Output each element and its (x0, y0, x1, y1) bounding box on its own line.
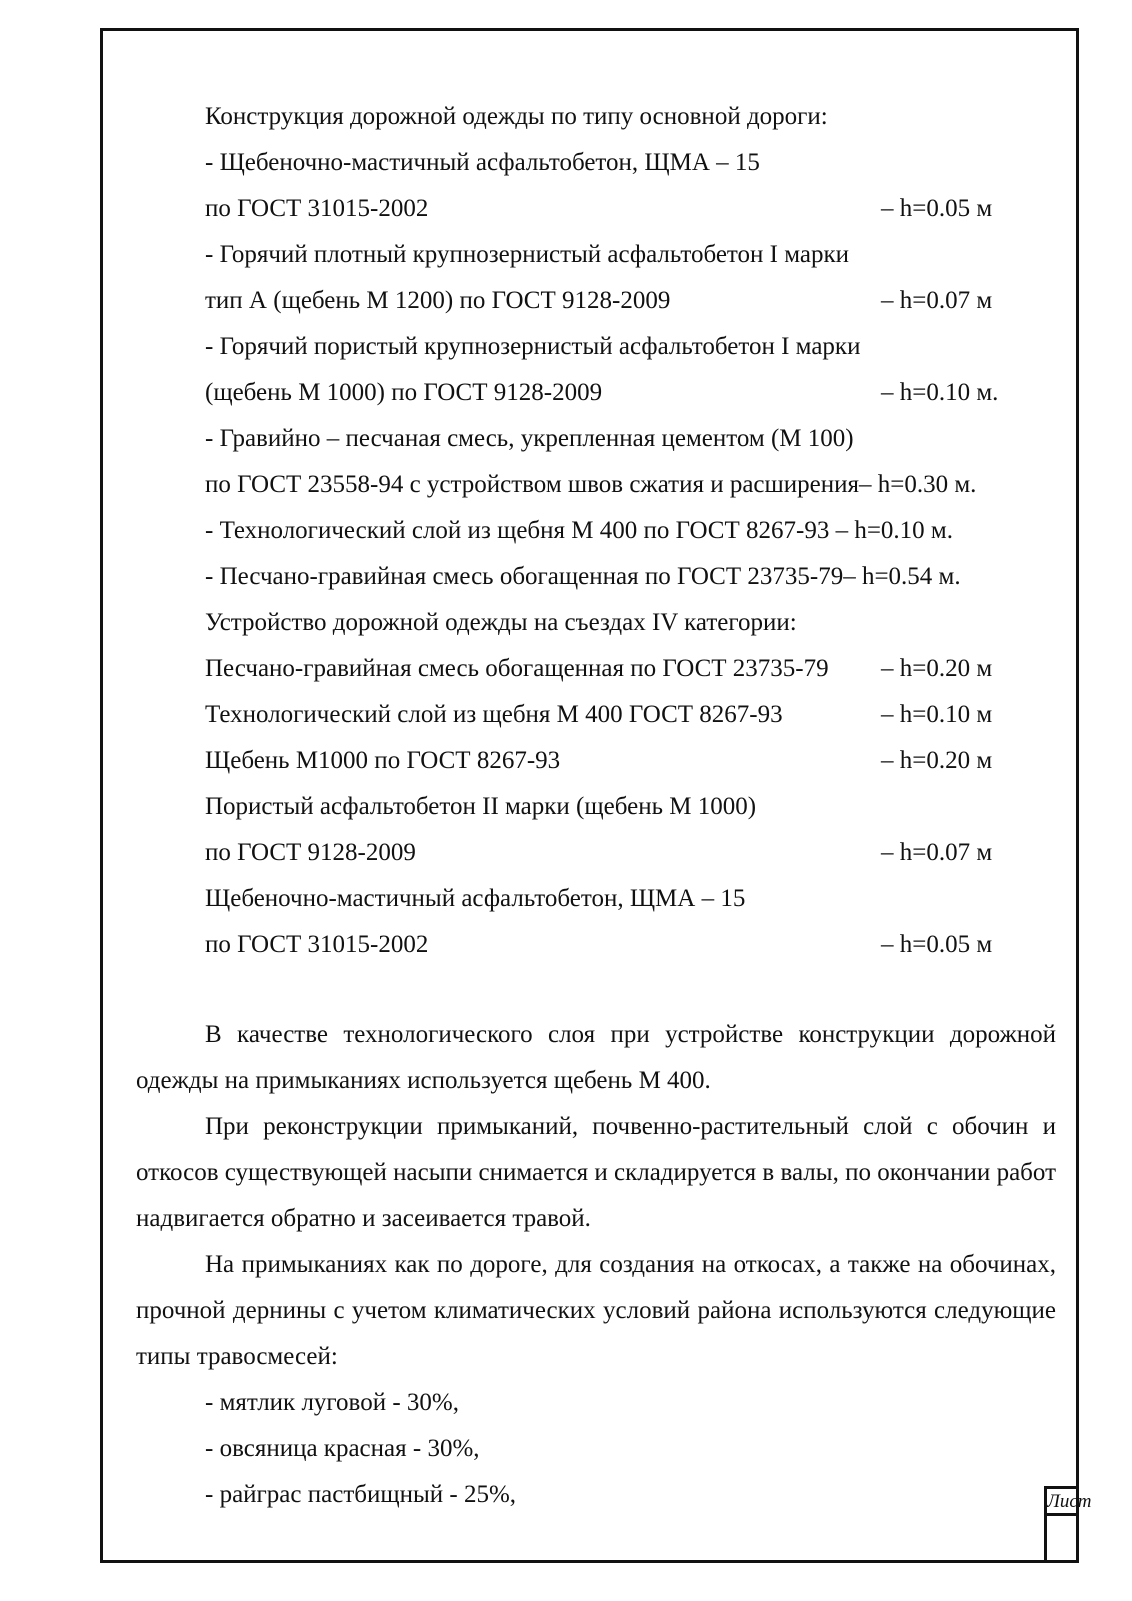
exit-layer-description: Песчано-гравийная смесь обогащенная по ГОСТ 23735-79 (205, 655, 829, 682)
layer-thickness: – h=0.05 м (881, 195, 993, 222)
layer-line (136, 370, 1056, 416)
body-paragraph: На примыканиях как по дороге, для создания на откосах, а также на обочинах, прочной дернины с учетом климатических условий района используются следующие типы травосмесей: (136, 1251, 1056, 1370)
section-spacer (136, 968, 1056, 1012)
body-paragraph: В качестве технологического слоя при устройстве конструкции дорожной одежды на примыканиях используется щебень М 400. (136, 1021, 1056, 1094)
grass-mix-item: - мятлик луговой - 30%, (205, 1389, 459, 1416)
exit-layer-description: по ГОСТ 31015-2002 (205, 931, 429, 958)
layer-description: по ГОСТ 23558-94 с устройством швов сжатия и расширения– h=0.30 м. (205, 471, 977, 498)
document-body (136, 94, 1056, 1518)
exit-layer-thickness: – h=0.10 м (881, 701, 993, 728)
grass-mix-list (136, 1380, 1056, 1518)
pavement-layers-section (136, 94, 1056, 600)
exit-pavement-section (136, 600, 1056, 968)
layer-description: - Гравийно – песчаная смесь, укрепленная цементом (М 100) (205, 425, 854, 452)
layer-description: - Технологический слой из щебня М 400 по ГОСТ 8267-93 – h=0.10 м. (205, 517, 953, 544)
exit-layer-thickness: – h=0.20 м (881, 655, 993, 682)
body-paragraph: При реконструкции примыканий, почвенно-растительный слой с обочин и откосов существующей насыпи снимается и складируется в валы, по окончании работ надвигается обратно и засеивается травой. (136, 1113, 1056, 1232)
grass-mix-item: - райграс пастбищный - 25%, (205, 1481, 517, 1508)
layer-line (136, 416, 1056, 462)
layer-thickness: – h=0.10 м. (881, 379, 999, 406)
layer-line (136, 324, 1056, 370)
sheet-label: Лист (1047, 1489, 1079, 1516)
exit-layer-line (136, 876, 1056, 922)
layer-description: тип А (щебень М 1200) по ГОСТ 9128-2009 (205, 287, 671, 314)
exit-layer-thickness: – h=0.20 м (881, 747, 993, 774)
exit-layer-thickness: – h=0.05 м (881, 931, 993, 958)
exits-heading: Устройство дорожной одежды на съездах IV категории: (205, 609, 797, 636)
layer-description: - Горячий плотный крупнозернистый асфальтобетон I марки (205, 241, 850, 268)
layer-description: по ГОСТ 31015-2002 (205, 195, 429, 222)
layer-line (136, 186, 1056, 232)
exit-layer-thickness: – h=0.07 м (881, 839, 993, 866)
layer-line (136, 278, 1056, 324)
exit-layer-description: Щебень М1000 по ГОСТ 8267-93 (205, 747, 561, 774)
exit-layer-line (136, 784, 1056, 830)
exit-layer-description: по ГОСТ 9128-2009 (205, 839, 416, 866)
exit-layer-line (136, 646, 1056, 692)
layer-line (136, 232, 1056, 278)
grass-mix-item: - овсяница красная - 30%, (205, 1435, 480, 1462)
layer-thickness: – h=0.07 м (881, 287, 993, 314)
layer-description: - Горячий пористый крупнозернистый асфальтобетон I марки (205, 333, 861, 360)
exit-layer-line (136, 692, 1056, 738)
sheet-stamp (1044, 1486, 1092, 1563)
layer-description: (щебень М 1000) по ГОСТ 9128-2009 (205, 379, 603, 406)
exit-layer-description: Технологический слой из щебня М 400 ГОСТ 8267-93 (205, 701, 783, 728)
exit-layer-line (136, 830, 1056, 876)
layer-line (136, 140, 1056, 186)
exit-layer-line (136, 738, 1056, 784)
exit-layer-line (136, 922, 1056, 968)
exit-layer-description: Щебеночно-мастичный асфальтобетон, ЩМА – 15 (205, 885, 746, 912)
layer-line (136, 462, 1056, 508)
layer-description: - Щебеночно-мастичный асфальтобетон, ЩМА – 15 (205, 149, 760, 176)
pavement-heading: Конструкция дорожной одежды по типу основной дороги: (205, 103, 828, 130)
layer-description: - Песчано-гравийная смесь обогащенная по ГОСТ 23735-79– h=0.54 м. (205, 563, 961, 590)
layer-line (136, 508, 1056, 554)
layer-line (136, 554, 1056, 600)
exit-layer-description: Пористый асфальтобетон II марки (щебень М 1000) (205, 793, 757, 820)
